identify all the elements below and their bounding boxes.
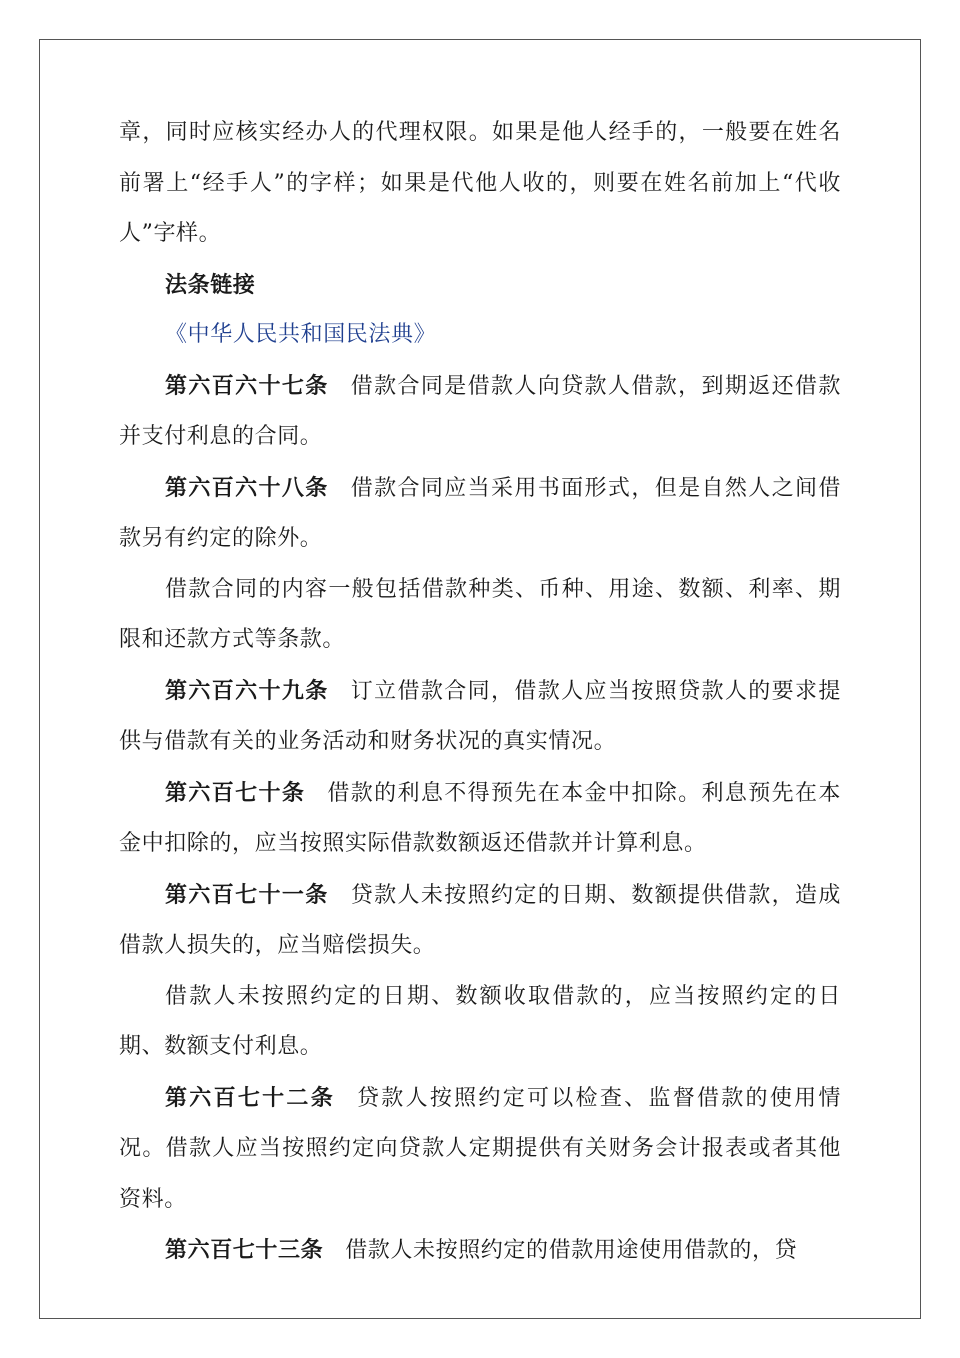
article-number: 第六百七十条 — [165, 779, 306, 806]
article-text: 借款合同是借款人向贷款人借款，到期返还借款并支付利息的合同。 — [119, 373, 841, 449]
section-heading: 法条链接 — [165, 271, 256, 298]
article-number: 第六百六十九条 — [165, 677, 329, 704]
article-671-paragraph-2: 借款人未按照约定的日期、数额收取借款的，应当按照约定的日期、数额支付利息。 — [119, 983, 841, 1059]
article-number: 第六百六十八条 — [165, 474, 329, 501]
article-text: 借款合同应当采用书面形式，但是自然人之间借款另有约定的除外。 — [119, 475, 841, 551]
article-671 — [119, 870, 841, 972]
article-number: 第六百七十一条 — [165, 881, 329, 908]
article-668-paragraph-2: 借款合同的内容一般包括借款种类、币种、用途、数额、利率、期限和还款方式等条款。 — [119, 576, 841, 652]
article-text: 贷款人未按照约定的日期、数额提供借款，造成借款人损失的，应当赔偿损失。 — [119, 882, 841, 958]
paragraph-continuation: 章，同时应核实经办人的代理权限。如果是他人经手的，一般要在姓名前署上“经手人”的字样；如果是代他人收的，则要在姓名前加上“代收人”字样。 — [119, 120, 841, 246]
article-text: 借款人未按照约定的借款用途使用借款的，贷 — [345, 1238, 798, 1263]
article-673 — [119, 1225, 841, 1277]
article-667 — [119, 361, 841, 463]
article-text: 订立借款合同，借款人应当按照贷款人的要求提供与借款有关的业务活动和财务状况的真实情况。 — [119, 678, 841, 754]
article-670 — [119, 768, 841, 870]
article-number: 第六百七十三条 — [165, 1237, 324, 1263]
article-669 — [119, 666, 841, 768]
document-body — [119, 108, 841, 1277]
article-668 — [119, 463, 841, 565]
article-text: 借款的利息不得预先在本金中扣除。利息预先在本金中扣除的，应当按照实际借款数额返还借款并计算利息。 — [119, 780, 841, 856]
article-text: 贷款人按照约定可以检查、监督借款的使用情况。借款人应当按照约定向贷款人定期提供有关财务会计报表或者其他资料。 — [119, 1085, 841, 1212]
law-title: 《中华人民共和国民法典》 — [165, 322, 437, 347]
article-672 — [119, 1073, 841, 1226]
article-number: 第六百七十二条 — [165, 1084, 335, 1111]
article-number: 第六百六十七条 — [165, 372, 329, 399]
